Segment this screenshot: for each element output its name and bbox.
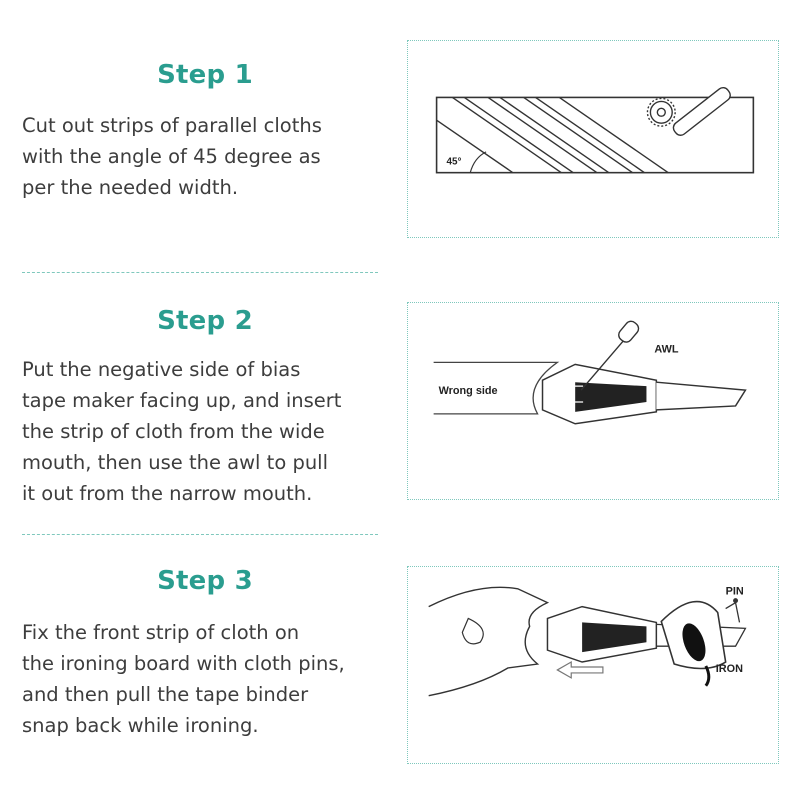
step-3-title: Step 3 — [157, 566, 253, 596]
angle-label: 45° — [446, 156, 462, 168]
cut-lines — [437, 97, 669, 172]
ironing-drawing — [408, 567, 778, 763]
iron-label: IRON — [715, 662, 743, 675]
rotary-cutter-icon — [647, 85, 732, 137]
hand-drawing — [429, 587, 548, 695]
awl-label: AWL — [654, 343, 679, 356]
step-3-illustration — [407, 566, 779, 764]
pin-icon — [726, 598, 740, 622]
divider-2 — [22, 534, 378, 535]
step-2-description: Put the negative side of bias tape maker facing up, and insert the strip of cloth from the wide mouth, then use the awl to pull it out from the narrow mouth. — [22, 358, 342, 505]
bias-tape-maker-drawing — [408, 303, 778, 499]
cutting-strips-drawing — [408, 41, 778, 237]
divider-1 — [22, 272, 378, 273]
step-1-title: Step 1 — [157, 60, 253, 90]
step-1-illustration — [407, 40, 779, 238]
step-2-illustration — [407, 302, 779, 500]
tape-maker-handle — [656, 382, 745, 410]
step-3-description: Fix the front strip of cloth on the ironing board with cloth pins, and then pull the tape binder snap back while ironing. — [22, 621, 345, 737]
wrong-side-label: Wrong side — [438, 385, 498, 398]
step-1-description: Cut out strips of parallel cloths with the angle of 45 degree as per the needed width. — [22, 114, 322, 199]
pull-direction-arrow-icon — [557, 662, 603, 678]
step-2-title: Step 2 — [157, 306, 253, 336]
pin-label: PIN — [725, 585, 744, 598]
angle-arc — [470, 152, 486, 173]
